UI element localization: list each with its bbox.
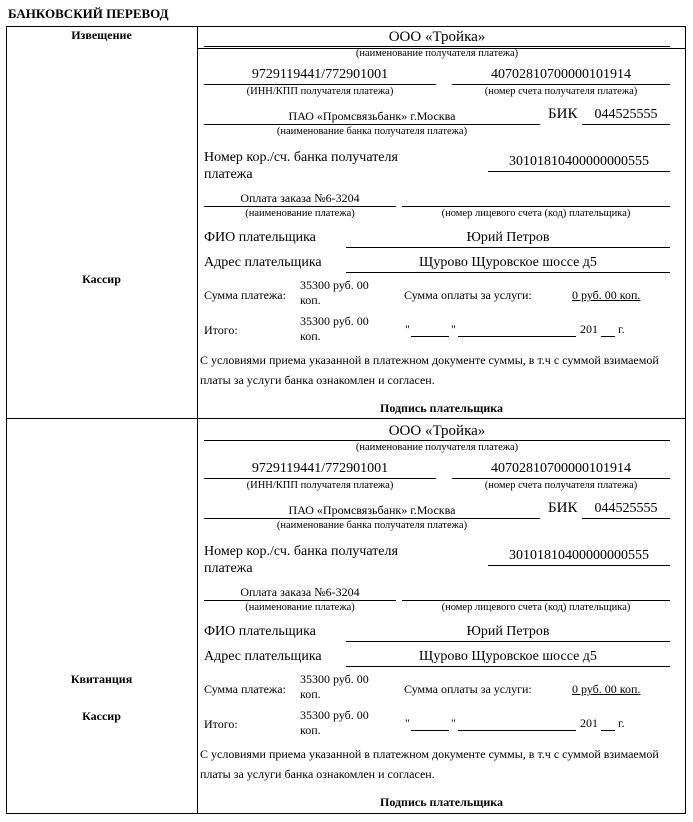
total-label: Итого: [204,323,238,337]
corr-account-value: 30101810400000000555 [509,548,649,563]
payer-name-value: Юрий Петров [466,230,550,245]
bik-value: 044525555 [594,501,658,516]
payment-name-caption: (наименование платежа) [245,602,355,613]
account-number-value: 40702810700000101914 [491,461,631,476]
sum-label: Сумма платежа: [204,288,286,302]
recipient-name-caption: (наименование получателя платежа) [355,48,519,59]
service-sum-value: 0 руб. 00 коп. [572,682,641,696]
payer-name-label: ФИО плательщика [204,624,316,639]
bank-name-value: ПАО «Промсвязьбанк» г.Москва [288,503,456,517]
bank-name-caption: (наименование банка получателя платежа) [276,520,468,531]
account-number-caption: (номер счета получателя платежа) [484,480,638,491]
payer-name-value: Юрий Петров [466,624,550,639]
recipient-name: ООО «Тройка» [388,29,486,45]
agreement-text: С условиями приема указанной в платежном документе суммы, в т.ч с суммой взимаемой платы за услуги банка ознакомлен и согласен. [200,353,659,387]
year-suffix: г. [618,322,625,336]
bik-label: БИК [548,500,578,516]
bik-value: 044525555 [594,107,658,122]
cashier-label-bottom: Кассир [82,709,121,723]
payment-name-value: Оплата заказа №6-3204 [240,191,360,205]
total-value: 35300 руб. 00 коп. [300,708,369,737]
corr-account-label: Номер кор./сч. банка получателя платежа [204,544,398,576]
account-number-caption: (номер счета получателя платежа) [484,86,638,97]
payer-address-value: Щурово Щуровское шоссе д5 [419,255,597,270]
service-sum-label: Сумма оплаты за услуги: [404,682,532,696]
receipt-label: Квитанция [70,672,133,686]
notice-section [0,26,693,420]
payer-address-value: Щурово Щуровское шоссе д5 [419,649,597,664]
payer-address-label: Адрес плательщика [204,255,322,270]
inn-kpp-caption: (ИНН/КПП получателя платежа) [246,86,394,97]
recipient-name-caption: (наименование получателя платежа) [355,442,519,453]
cashier-label-top: Кассир [82,272,121,286]
bank-name-value: ПАО «Промсвязьбанк» г.Москва [288,109,456,123]
corr-account-label: Номер кор./сч. банка получателя платежа [204,150,398,182]
payment-name-caption: (наименование платежа) [245,208,355,219]
total-value: 35300 руб. 00 коп. [300,314,369,343]
account-number-value: 40702810700000101914 [491,67,631,82]
service-sum-value: 0 руб. 00 коп. [572,288,641,302]
bank-name-caption: (наименование банка получателя платежа) [276,126,468,137]
inn-kpp-value: 9729119441/772901001 [251,461,389,476]
personal-account-caption: (номер лицевого счета (код) плательщика) [441,208,631,219]
payer-signature-label: Подпись плательщика [380,401,503,415]
receipt-section [0,420,693,814]
inn-kpp-value: 9729119441/772901001 [251,67,389,82]
year-prefix: 201 [580,322,598,336]
agreement-text: С условиями приема указанной в платежном документе суммы, в т.ч с суммой взимаемой платы за услуги банка ознакомлен и согласен. [200,747,659,781]
bik-label: БИК [548,106,578,122]
page-title: БАНКОВСКИЙ ПЕРЕВОД [8,6,169,21]
total-label: Итого: [204,717,238,731]
sum-value: 35300 руб. 00 коп. [300,672,369,701]
payment-name-value: Оплата заказа №6-3204 [240,585,360,599]
sum-label: Сумма платежа: [204,682,286,696]
corr-account-value: 30101810400000000555 [509,154,649,169]
year-suffix: г. [618,716,625,730]
inn-kpp-caption: (ИНН/КПП получателя платежа) [246,480,394,491]
date-quote-open: " [405,716,410,730]
payer-address-label: Адрес плательщика [204,649,322,664]
payer-name-label: ФИО плательщика [204,230,316,245]
payer-signature-label: Подпись плательщика [380,795,503,809]
date-quote-open: " [405,322,410,336]
notice-label: Извещение [71,28,132,42]
year-prefix: 201 [580,716,598,730]
sum-value: 35300 руб. 00 коп. [300,278,369,307]
date-quote-close: " [451,322,456,336]
personal-account-caption: (номер лицевого счета (код) плательщика) [441,602,631,613]
date-quote-close: " [451,716,456,730]
recipient-name: ООО «Тройка» [388,423,486,439]
service-sum-label: Сумма оплаты за услуги: [404,288,532,302]
